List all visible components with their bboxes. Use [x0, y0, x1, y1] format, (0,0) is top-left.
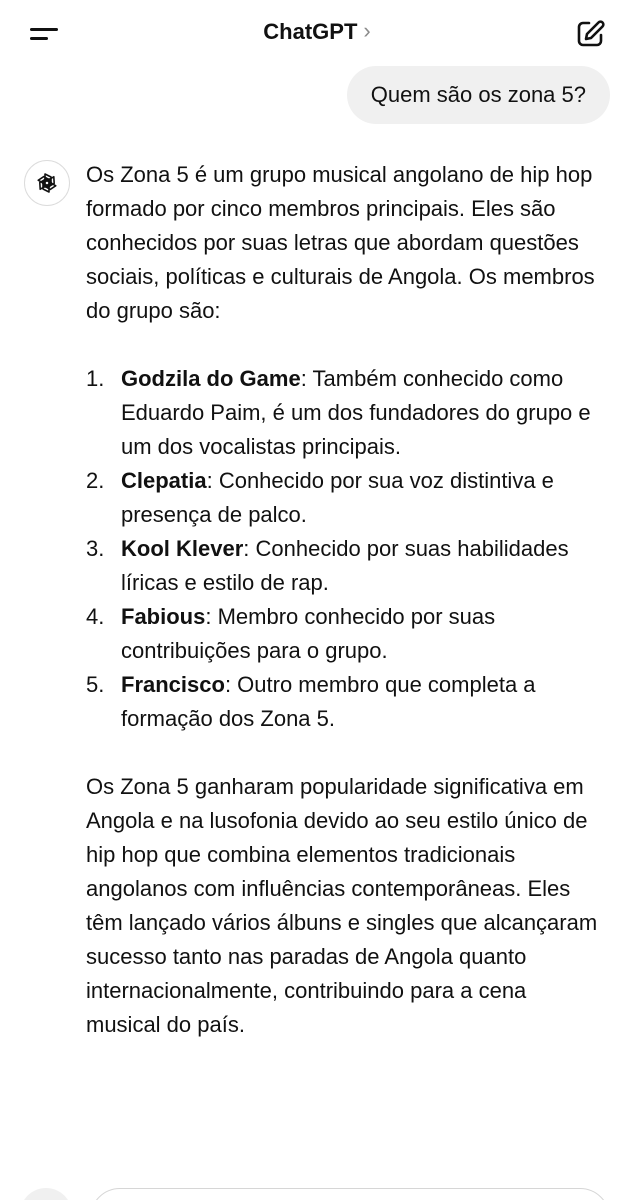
chevron-right-icon: › — [363, 18, 371, 43]
top-bar — [0, 0, 634, 64]
list-item — [86, 532, 606, 600]
member-name: Godzila do Game — [121, 366, 301, 391]
message-input[interactable] — [90, 1188, 610, 1200]
outro-paragraph: Os Zona 5 ganharam popularidade significativa em Angola e na lusofonia devido ao seu estilo único de hip hop que combina elementos tradicionais angolanos com influências contemporâneas. Eles têm lançado vários álbuns e singles que alcançaram sucesso tanto nas paradas de Angola quanto internacionalmente, contribuindo para a cena musical do país. — [86, 774, 598, 1037]
member-name: Francisco — [121, 672, 225, 697]
list-item — [86, 464, 606, 532]
member-name: Kool Klever — [121, 536, 244, 561]
compose-icon[interactable] — [574, 18, 606, 50]
member-description: : Membro conhecido por suas contribuições para o grupo. — [121, 604, 496, 663]
model-selector[interactable] — [0, 18, 634, 45]
list-number: 4. — [86, 604, 105, 629]
list-number: 3. — [86, 536, 105, 561]
member-description: : Também conhecido como Eduardo Paim, é um dos fundadores do grupo e um dos vocalistas principais. — [121, 366, 591, 459]
member-description: : Outro membro que completa a formação dos Zona 5. — [121, 672, 536, 731]
list-number: 2. — [86, 468, 105, 493]
list-item — [86, 362, 606, 464]
assistant-message — [86, 158, 606, 1042]
intro-paragraph: Os Zona 5 é um grupo musical angolano de hip hop formado por cinco membros principais. Eles são conhecidos por suas letras que abordam questões sociais, políticas e culturais de Angola. Os membros do grupo são: — [86, 162, 595, 323]
app-title: ChatGPT — [263, 19, 358, 44]
openai-logo-icon — [24, 160, 70, 206]
attach-button[interactable] — [20, 1188, 72, 1200]
members-list — [86, 362, 606, 736]
list-number: 5. — [86, 672, 105, 697]
member-name: Clepatia — [121, 468, 207, 493]
member-description: : Conhecido por sua voz distintiva e presença de palco. — [121, 468, 554, 527]
list-number: 1. — [86, 366, 105, 391]
member-description: : Conhecido por suas habilidades líricas e estilo de rap. — [121, 536, 569, 595]
member-name: Fabious — [121, 604, 206, 629]
list-item — [86, 668, 606, 736]
user-message-bubble: Quem são os zona 5? — [347, 66, 610, 124]
list-item — [86, 600, 606, 668]
